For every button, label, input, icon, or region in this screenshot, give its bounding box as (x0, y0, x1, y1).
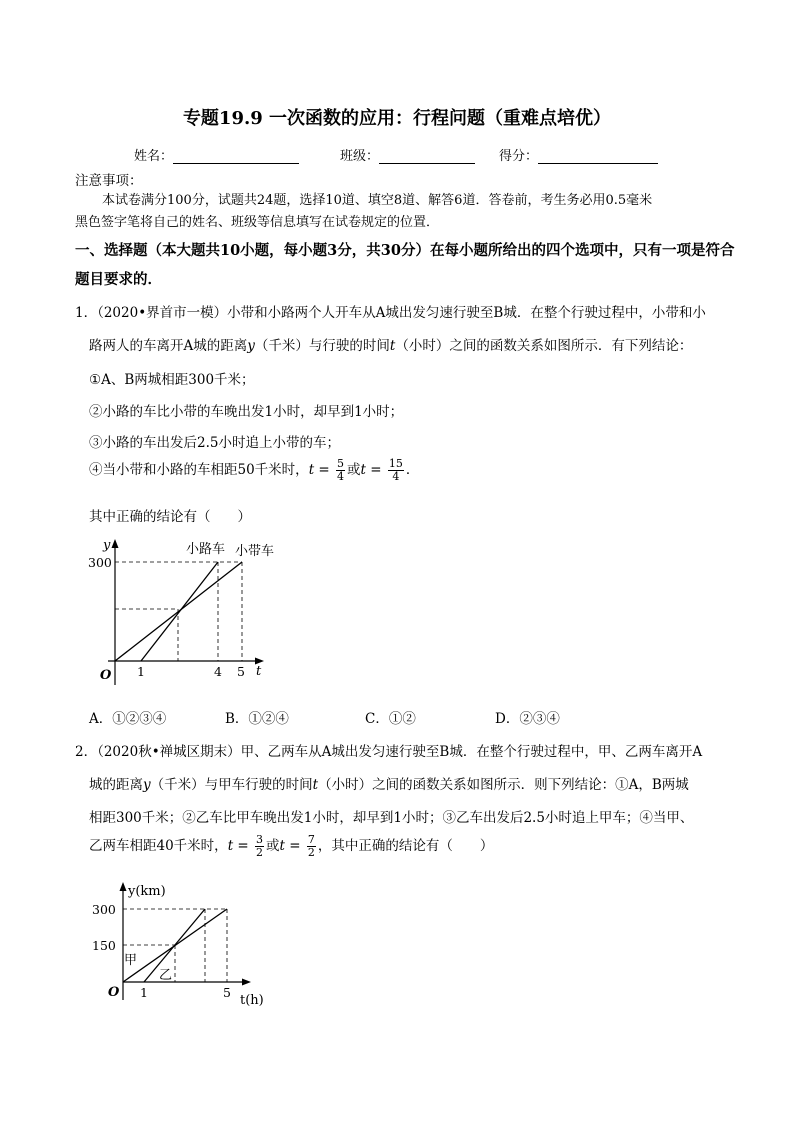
q1-text-2c: （小时）之间的函数关系如图所示．有下列结论： (395, 338, 693, 354)
q2-y-tick-150: 150 (92, 938, 116, 953)
q2-var-t: t (312, 777, 319, 793)
notice-line-1: 本试卷满分100分，试题共24题，选择10道、填空8道、解答6道．答卷前，考生务必用0.5毫米 (102, 193, 653, 208)
q2-f1-num: 3 (256, 833, 264, 846)
q1-f1-den: 4 (337, 470, 345, 483)
q1-s4-end: ． (405, 462, 420, 478)
q2-text-1: 甲、乙两车从A城出发匀速行驶至B城．在整个行驶过程中，甲、乙两车离开A (240, 744, 703, 760)
q2-y-label: y(km) (128, 884, 166, 899)
q2-x-tick-5: 5 (223, 985, 231, 1000)
notice-line-2: 黑色签字笔将自己的姓名、班级等信息填写在试卷规定的位置． (75, 215, 440, 230)
q2-text-4a: 乙两车相距40千米时， (89, 838, 228, 854)
score-field (499, 145, 658, 164)
q2-graph (80, 878, 280, 1008)
q2-t1: t (227, 838, 234, 854)
name-label: 姓名： (134, 149, 174, 164)
q2-eq1: = (233, 838, 254, 854)
q1-option-a[interactable]: A．①②③④ (89, 711, 167, 727)
q1-y-arrow (112, 539, 119, 548)
q1-s4-t1: t (308, 462, 315, 478)
q1-fraction-2 (388, 458, 404, 483)
q2-fraction-1 (255, 834, 264, 859)
q1-s4-t2: t (360, 462, 366, 478)
q1-statement-3: ③小路的车出发后2.5小时追上小带的车； (89, 435, 340, 451)
q1-statement-2: ②小路的车比小带的车晚出发1小时，却早到1小时； (89, 404, 404, 420)
q2-f2-den: 2 (307, 846, 315, 859)
q1-text-2a: 路两人的车离开A城的距离 (89, 338, 248, 354)
class-field (340, 145, 475, 164)
q2-line-2 (89, 773, 689, 793)
q2-line-yi (144, 909, 205, 982)
q1-line-xiaolu (141, 562, 218, 661)
q1-line-2 (89, 334, 692, 354)
q1-ask: 其中正确的结论有（ ） (89, 509, 251, 525)
q2-fraction-2 (307, 834, 316, 859)
section-heading-line-2: 题目要求的． (75, 271, 162, 288)
name-field (134, 145, 299, 164)
q1-number: 1． (75, 305, 98, 321)
q2-var-y: y (143, 777, 151, 793)
q2-label-jia: 甲 (124, 953, 138, 968)
page-title: 专题19.9 一次函数的应用：行程问题（重难点培优） (182, 108, 612, 129)
q1-y-label: y (103, 538, 111, 553)
q2-or: 或 (266, 838, 280, 854)
q2-t2: t (279, 838, 285, 854)
q2-line-4 (89, 834, 493, 859)
q2-text-2c: （小时）之间的函数关系如图所示．则下列结论：①A，B两城 (318, 777, 689, 793)
q2-x-label: t(h) (240, 993, 264, 1008)
notice-heading: 注意事项： (75, 173, 143, 189)
q1-f2-num: 15 (388, 457, 403, 470)
name-blank (173, 149, 299, 164)
q1-x-tick-5: 5 (237, 664, 245, 679)
q1-var-y: y (247, 338, 255, 354)
q2-text-2a: 城的距离 (89, 777, 143, 793)
class-label: 班级： (340, 149, 380, 164)
q2-y-arrow (120, 882, 127, 891)
q1-x-tick-1: 1 (137, 664, 145, 679)
q1-var-t: t (389, 338, 396, 354)
score-blank (538, 149, 658, 164)
class-blank (379, 149, 475, 164)
q1-line-1 (75, 301, 706, 321)
q2-line-1 (75, 740, 702, 760)
score-label: 得分： (499, 149, 539, 164)
q1-text-1: 小带和小路两个人开车从A城出发匀速行驶至B城．在整个行驶过程中，小带和小 (227, 305, 706, 321)
q1-statement-1: ①A、B两城相距300千米； (89, 372, 255, 388)
q1-f1-num: 5 (337, 457, 345, 470)
q1-x-label: t (256, 664, 262, 679)
q2-origin: O (108, 985, 120, 1000)
q2-x-tick-1: 1 (140, 985, 148, 1000)
q1-option-d[interactable]: D．②③④ (495, 711, 560, 727)
q1-s4-eq2: = (365, 462, 386, 478)
q1-y-tick-300: 300 (88, 555, 112, 570)
q2-eq2: = (284, 838, 305, 854)
q1-s4-text: ④当小带和小路的车相距50千米时， (89, 462, 309, 478)
q1-s4-eq1: = (314, 462, 335, 478)
q2-number: 2． (75, 744, 98, 760)
q1-f2-den: 4 (392, 470, 400, 483)
q2-text-2b: （千米）与甲车行驶的时间 (150, 777, 313, 793)
q1-option-b[interactable]: B．①②④ (225, 711, 289, 727)
q2-y-tick-300: 300 (92, 902, 116, 917)
q1-s4-or: 或 (347, 462, 361, 478)
q1-option-c[interactable]: C．①② (365, 711, 416, 727)
section-heading-line-1: 一、选择题（本大题共10小题，每小题3分，共30分）在每小题所给出的四个选项中，只有一项是符合 (75, 242, 735, 259)
q2-source: （2020秋•禅城区期末） (97, 744, 241, 760)
q2-f1-den: 2 (256, 846, 264, 859)
q1-line-xiaodai (115, 562, 242, 661)
q2-x-arrow (242, 979, 251, 986)
q1-text-2b: （千米）与行驶的时间 (254, 338, 390, 354)
q1-graph (80, 535, 280, 695)
q1-label-xiaodai: 小带车 (235, 544, 275, 559)
q2-f2-num: 7 (307, 833, 315, 846)
q2-line-3: 相距300千米；②乙车比甲车晚出发1小时，却早到1小时；③乙车出发后2.5小时追上甲车；④当甲、 (89, 810, 694, 826)
q1-statement-4 (89, 458, 419, 483)
q1-fraction-1 (336, 458, 345, 483)
q1-origin: O (100, 668, 112, 683)
q2-text-4b: ，其中正确的结论有（ ） (317, 838, 494, 854)
q1-source: （2020•界首市一模） (97, 305, 228, 321)
q1-label-xiaolu: 小路车 (186, 542, 226, 557)
q1-x-tick-4: 4 (214, 664, 222, 679)
q2-label-yi: 乙 (159, 968, 173, 983)
